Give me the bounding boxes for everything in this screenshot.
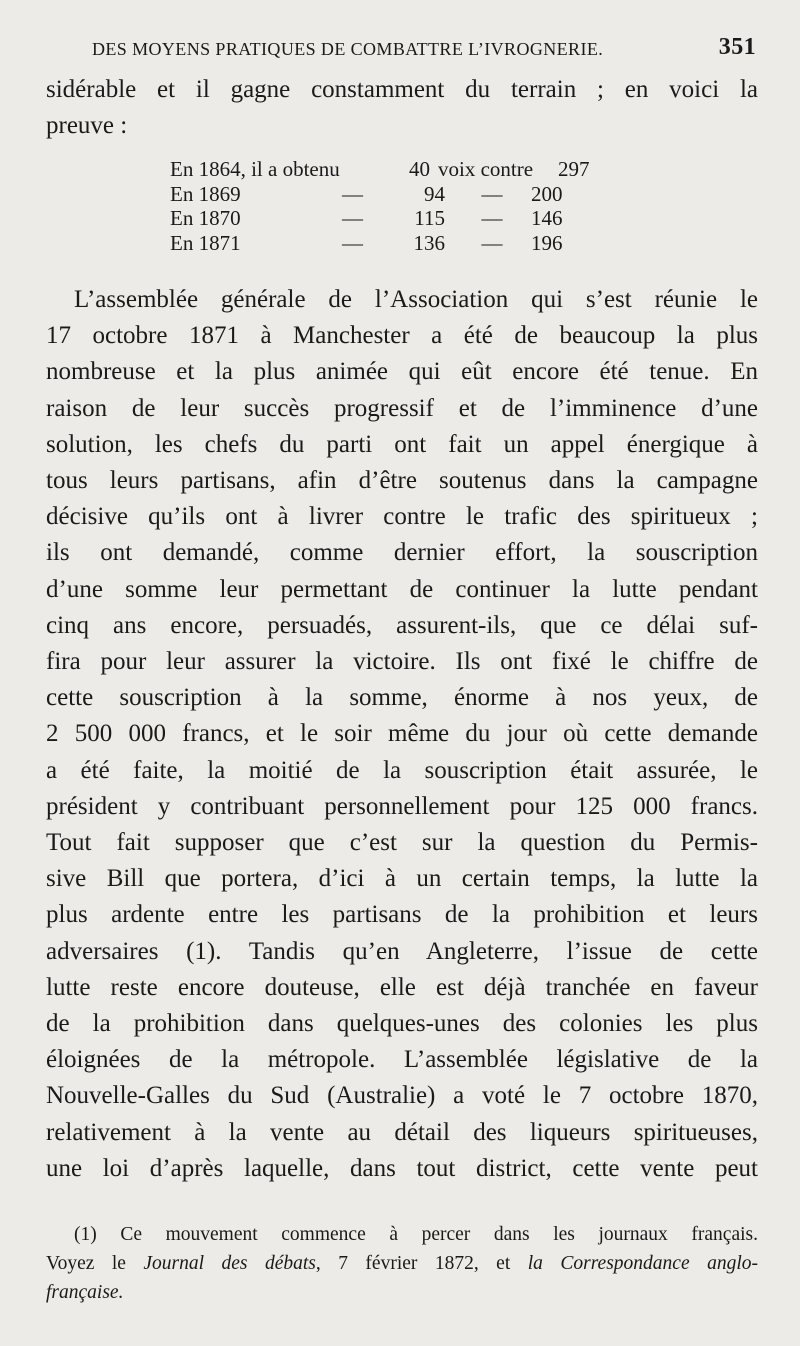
table-cell: 115 (414, 206, 445, 230)
text-line: Tout fait supposer que c’est sur la question du Permis- (46, 829, 758, 857)
text-line: d’une somme leur permettant de continuer la lutte pendant (46, 575, 758, 603)
correspondance-title: la Correspondance anglo- (527, 1253, 758, 1274)
table-row (170, 157, 611, 182)
table-cell: En 1869 (170, 181, 241, 206)
footnote (46, 1220, 758, 1307)
text-line: raison de leur succès progressif et de l’imminence d’une (46, 394, 758, 422)
intro-text (46, 72, 758, 144)
text-line: sive Bill que portera, d’ici à un certain temps, la lutte la (46, 865, 758, 893)
table-row (170, 182, 611, 207)
table-cell: voix contre (438, 157, 534, 181)
votes-table (170, 157, 611, 255)
text-line: plus ardente entre les partisans de la prohibition et leurs (46, 901, 758, 929)
text-line: décisive qu’ils ont à livrer contre le trafic des spiritueux ; (46, 503, 758, 531)
text-line: nombreuse et la plus animée qui eût encore été tenue. En (46, 358, 758, 386)
text-line: éloignées de la métropole. L’assemblée législative de la (46, 1046, 758, 1074)
footnote-line (46, 1249, 758, 1278)
main-paragraph (46, 282, 758, 1187)
table-cell: 297 (558, 157, 590, 181)
table-cell: 94 (424, 181, 445, 206)
text-line: preuve : (46, 112, 128, 140)
table-cell: En 1870 (170, 206, 241, 230)
text-line: 17 octobre 1871 à Manchester a été de beaucoup la plus (46, 322, 758, 350)
table-cell: — (481, 206, 503, 230)
running-header (92, 36, 756, 61)
text-line: fira pour leur assurer la victoire. Ils ont fixé le chiffre de (46, 648, 758, 676)
table-cell: — (481, 230, 503, 255)
text-line: a été faite, la moitié de la souscription était assurée, le (46, 756, 758, 784)
journal-title: Journal des débats (143, 1253, 316, 1274)
footnote-line (46, 1278, 758, 1307)
table-cell: 146 (531, 206, 563, 230)
footnote-text: Voyez le (46, 1253, 144, 1274)
text-line: lutte reste encore douteuse, elle est déjà tranchée en faveur (46, 973, 758, 1001)
text-line: cette souscription à la somme, énorme à nos yeux, de (46, 684, 758, 712)
text-line: tous leurs partisans, afin d’être soutenus dans la campagne (46, 467, 758, 495)
table-cell: En 1864, il a obtenu (170, 157, 340, 181)
table-row (170, 231, 611, 256)
text-line: sidérable et il gagne constamment du terrain ; en voici la (46, 76, 758, 103)
table-cell: 196 (531, 230, 563, 255)
table-cell: — (481, 181, 503, 206)
text-line: une loi d’après laquelle, dans tout district, cette vente peut (46, 1154, 758, 1182)
running-title: DES MOYENS PRATIQUES DE COMBATTRE L’IVROGNERIE. (92, 39, 604, 59)
table-cell: — (342, 206, 363, 230)
table-cell: En 1871 (170, 230, 241, 255)
text-line: L’assemblée générale de l’Association qui s’est réunie le (74, 286, 758, 313)
table-row (170, 206, 611, 231)
table-cell: 200 (531, 181, 563, 206)
text-line: ils ont demandé, comme dernier effort, la souscription (46, 539, 758, 567)
text-line: président y contribuant personnellement pour 125 000 francs. (46, 792, 758, 820)
table-cell: — (342, 181, 363, 206)
footnote-line: (1) Ce mouvement commence à percer dans les journaux français. (74, 1224, 758, 1245)
footnote-text: , 7 février 1872, et (315, 1253, 528, 1274)
text-line: solution, les chefs du parti ont fait un appel énergique à (46, 430, 758, 458)
table-cell: — (342, 230, 363, 255)
table-cell: 40 (409, 157, 430, 181)
text-line: Nouvelle-Galles du Sud (Australie) a voté le 7 octobre 1870, (46, 1082, 758, 1110)
page-number: 351 (718, 34, 756, 60)
correspondance-title-cont: française. (46, 1282, 124, 1303)
text-line: relativement à la vente au détail des liqueurs spiritueuses, (46, 1118, 758, 1146)
table-cell: 136 (413, 230, 445, 255)
text-line: 2 500 000 francs, et le soir même du jour où cette demande (46, 720, 758, 748)
text-line: de la prohibition dans quelques-unes des colonies les plus (46, 1010, 758, 1038)
text-line: cinq ans encore, persuadés, assurent-ils, que ce délai suf- (46, 611, 758, 639)
text-line: adversaires (1). Tandis qu’en Angleterre, l’issue de cette (46, 937, 758, 965)
